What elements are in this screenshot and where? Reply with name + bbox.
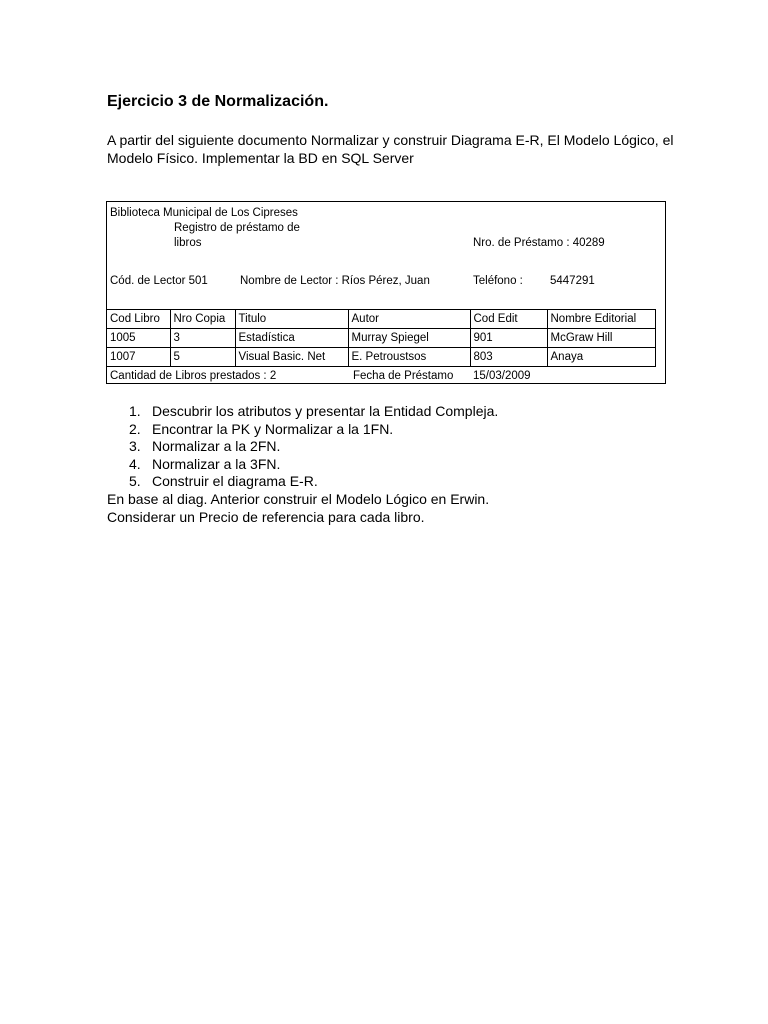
phone-value: 5447291 bbox=[550, 275, 595, 287]
table-cell: 901 bbox=[470, 329, 547, 348]
column-header: Cod Libro bbox=[107, 310, 170, 329]
registry-title-line1: Registro de préstamo de bbox=[174, 222, 300, 234]
list-item: 1. Descubrir los atributos y presentar la Entidad Compleja. bbox=[129, 403, 499, 419]
task-text: Descubrir los atributos y presentar la Entidad Compleja. bbox=[152, 403, 499, 419]
reader-name: Nombre de Lector : Ríos Pérez, Juan bbox=[240, 275, 430, 287]
table-row bbox=[107, 348, 655, 367]
registry-title-line2: libros bbox=[174, 237, 202, 249]
list-item: 2. Encontrar la PK y Normalizar a la 1FN. bbox=[129, 420, 394, 437]
loan-date-label: Fecha de Préstamo bbox=[353, 370, 454, 382]
books-table bbox=[107, 309, 656, 367]
page-title: Ejercicio 3 de Normalización. bbox=[107, 93, 329, 110]
task-text: Normalizar a la 3FN. bbox=[152, 455, 281, 472]
table-cell: Anaya bbox=[547, 348, 655, 367]
reader-code: Cód. de Lector 501 bbox=[110, 275, 208, 287]
table-cell: McGraw Hill bbox=[547, 329, 655, 348]
footer-line-1: En base al diag. Anterior construir el Modelo Lógico en Erwin. bbox=[107, 491, 490, 507]
library-name: Biblioteca Municipal de Los Cipreses bbox=[110, 207, 298, 219]
intro-paragraph: A partir del siguiente documento Normalizar y construir Diagrama E-R, El Modelo Lógico, el Modelo Físico. Implementar la BD en SQL Server bbox=[107, 132, 674, 166]
column-header: Autor bbox=[348, 310, 470, 329]
loan-number: Nro. de Préstamo : 40289 bbox=[473, 237, 605, 249]
column-header: Nro Copia bbox=[170, 310, 235, 329]
list-item: 4. Normalizar a la 3FN. bbox=[129, 455, 281, 472]
table-row bbox=[107, 329, 655, 348]
table-cell: E. Petroustsos bbox=[348, 348, 470, 367]
task-text: Construir el diagrama E-R. bbox=[152, 473, 318, 489]
footer-line-2: Considerar un Precio de referencia para cada libro. bbox=[107, 509, 425, 525]
table-cell: 1007 bbox=[107, 348, 170, 367]
phone-label: Teléfono : bbox=[473, 275, 523, 287]
list-item: 5. Construir el diagrama E-R. bbox=[129, 473, 318, 489]
loan-record-box bbox=[106, 201, 666, 384]
table-header-row bbox=[107, 310, 655, 329]
books-count: Cantidad de Libros prestados : 2 bbox=[110, 370, 277, 382]
table-cell: Estadística bbox=[235, 329, 348, 348]
list-item: 3. Normalizar a la 2FN. bbox=[129, 438, 281, 454]
table-cell: 3 bbox=[170, 329, 235, 348]
table-cell: 1005 bbox=[107, 329, 170, 348]
table-cell: Visual Basic. Net bbox=[235, 348, 348, 367]
column-header: Nombre Editorial bbox=[547, 310, 655, 329]
task-list bbox=[107, 403, 498, 491]
column-header: Cod Edit bbox=[470, 310, 547, 329]
task-text: Normalizar a la 2FN. bbox=[152, 438, 281, 454]
table-cell: 5 bbox=[170, 348, 235, 367]
loan-date-value: 15/03/2009 bbox=[473, 370, 531, 382]
column-header: Titulo bbox=[235, 310, 348, 329]
task-text: Encontrar la PK y Normalizar a la 1FN. bbox=[152, 420, 394, 437]
table-cell: Murray Spiegel bbox=[348, 329, 470, 348]
table-cell: 803 bbox=[470, 348, 547, 367]
